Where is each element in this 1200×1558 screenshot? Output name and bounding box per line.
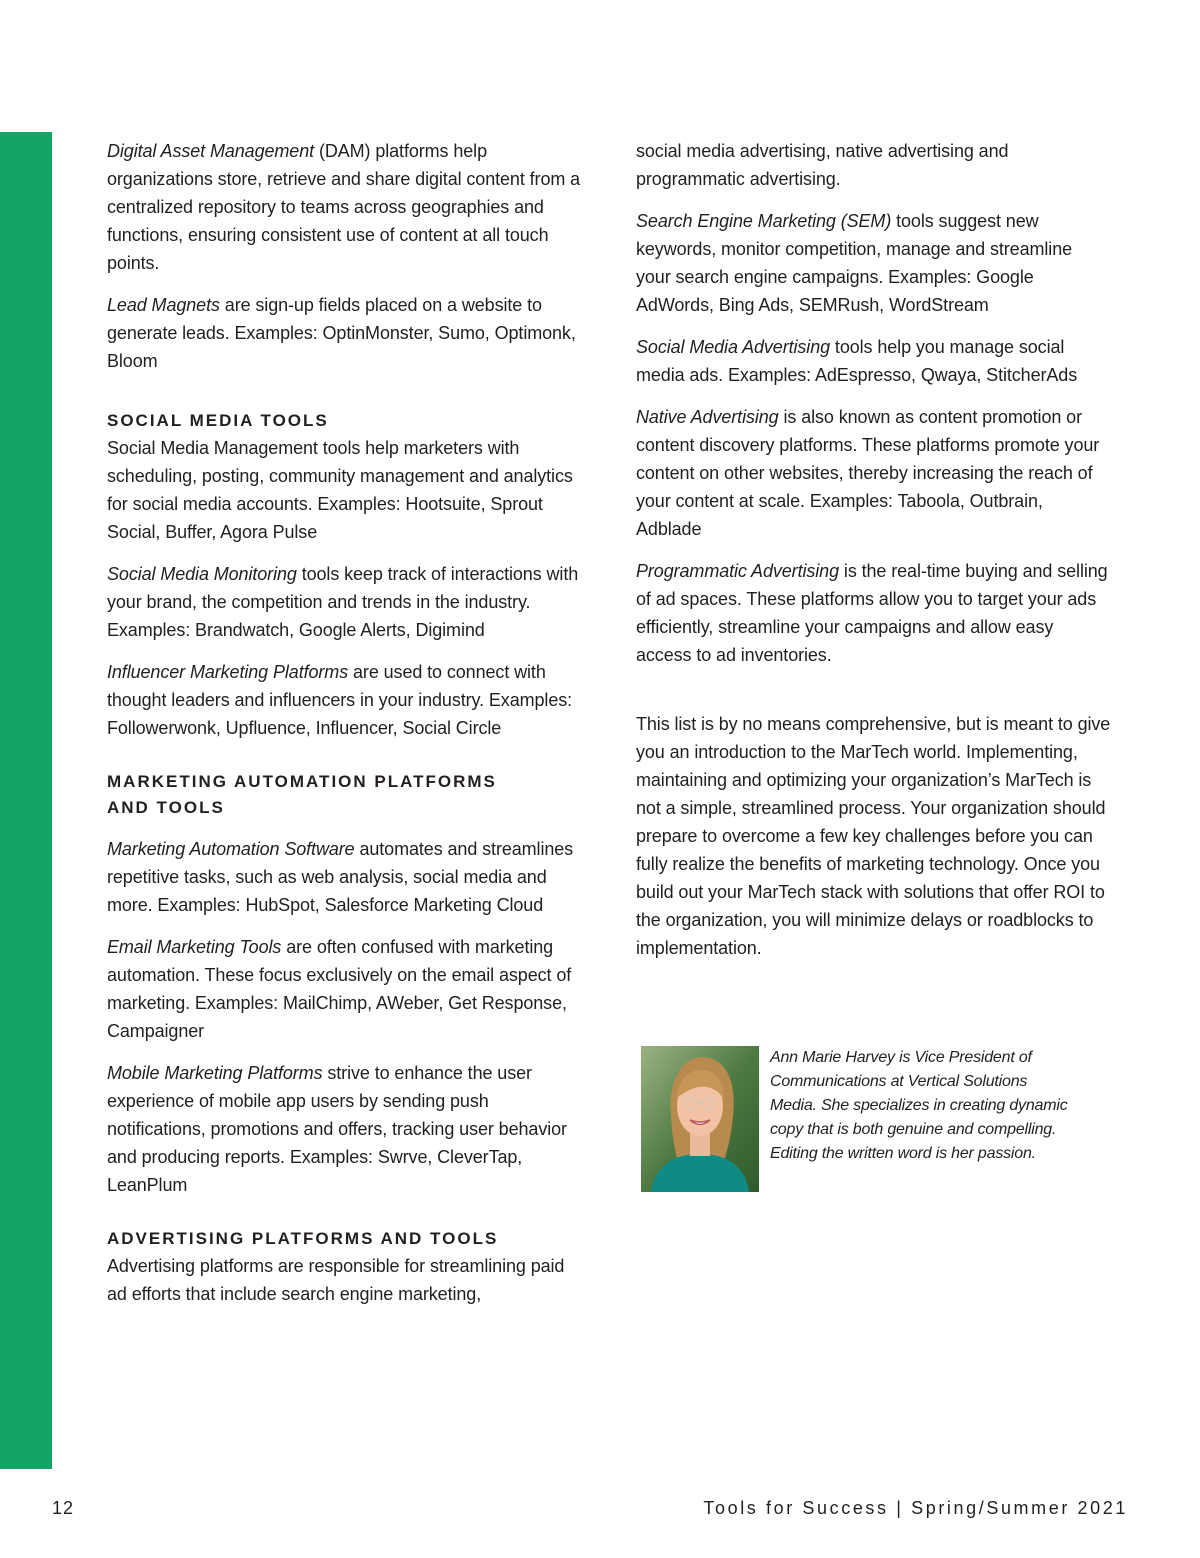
email-marketing-paragraph	[107, 933, 582, 1045]
social-advertising-text: tools help you manage social media ads. Examples: AdEspresso, Qwaya, StitcherAds	[636, 337, 1078, 385]
mobile-marketing-paragraph	[107, 1059, 582, 1199]
page-number: 12	[52, 1498, 75, 1518]
lead-magnets-paragraph	[107, 291, 582, 375]
running-footer: Tools for Success | Spring/Summer 2021	[703, 1498, 1128, 1518]
dam-paragraph	[107, 137, 582, 277]
social-media-tools-heading: SOCIAL MEDIA TOOLS	[107, 411, 329, 430]
social-advertising-term: Social Media Advertising	[636, 337, 831, 357]
advertising-intro-paragraph: Advertising platforms are responsible for streamlining paid ad efforts that include search engine marketing,	[107, 1256, 565, 1304]
marketing-automation-heading-line1: MARKETING AUTOMATION PLATFORMS	[107, 772, 497, 791]
lead-magnets-text: are sign-up fields placed on a website to generate leads. Examples: OptinMonster, Sumo, Optimonk, Bloom	[107, 295, 576, 371]
programmatic-advertising-paragraph	[636, 557, 1111, 669]
accent-sidebar-bar	[0, 132, 52, 1469]
social-monitoring-term: Social Media Monitoring	[107, 564, 297, 584]
influencer-text: are used to connect with thought leaders and influencers in your industry. Examples: Followerwonk, Upfluence, Influencer, Social Circle	[107, 662, 573, 738]
lead-magnets-term: Lead Magnets	[107, 295, 220, 315]
native-advertising-term: Native Advertising	[636, 407, 779, 427]
left-column	[107, 137, 582, 1308]
programmatic-advertising-term: Programmatic Advertising	[636, 561, 840, 581]
social-management-paragraph: Social Media Management tools help marketers with scheduling, posting, community management and analytics for social media accounts. Examples: Hootsuite, Sprout Social, Buffer, Agora Pulse	[107, 438, 573, 542]
native-advertising-text: is also known as content promotion or content discovery platforms. These platforms promote your content on other websites, thereby increasing the reach of your content at scale. Examples: Taboola, Outbrain, Adblade	[636, 407, 1100, 539]
influencer-term: Influencer Marketing Platforms	[107, 662, 349, 682]
automation-software-text: automates and streamlines repetitive tasks, such as web analysis, social media and more. Examples: HubSpot, Salesforce Marketing Cloud	[107, 839, 574, 915]
social-advertising-paragraph	[636, 333, 1111, 389]
influencer-paragraph	[107, 658, 582, 742]
mobile-marketing-text: strive to enhance the user experience of mobile app users by sending push notifications, promotions and offers, tracking user behavior and producing reports. Examples: Swrve, CleverTap, LeanPlum	[107, 1063, 567, 1195]
sem-text: tools suggest new keywords, monitor competition, manage and streamline your search engine campaigns. Examples: Google AdWords, Bing Ads, SEMRush, WordStream	[636, 211, 1073, 315]
automation-software-term: Marketing Automation Software	[107, 839, 355, 859]
closing-paragraph: This list is by no means comprehensive, but is meant to give you an introduction to the MarTech world. Implementing, maintaining and optimizing your organization’s MarTech is not a simple, streamlined process. Your organization should prepare to overcome a few key challenges before you can fully realize the benefits of marketing technology. Once you build out your MarTech stack with solutions that offer ROI to the organization, you will minimize delays or roadblocks to implementation.	[636, 714, 1111, 958]
native-advertising-paragraph	[636, 403, 1111, 543]
sem-paragraph	[636, 207, 1111, 319]
author-portrait-icon	[641, 1046, 759, 1192]
marketing-automation-heading	[107, 769, 582, 821]
author-bio-block	[641, 1046, 1121, 1196]
author-bio-text: Ann Marie Harvey is Vice President of Communications at Vertical Solutions Media. She specializes in creating dynamic copy that is both genuine and compelling. Editing the written word is her passion.	[770, 1049, 1068, 1162]
programmatic-advertising-text: is the real-time buying and selling of ad spaces. These platforms allow you to target your ads efficiently, streamline your campaigns and allow easy access to ad inventories.	[636, 561, 1108, 665]
advertising-platforms-heading: ADVERTISING PLATFORMS AND TOOLS	[107, 1229, 499, 1248]
advertising-continued-paragraph: social media advertising, native advertising and programmatic advertising.	[636, 141, 1009, 189]
email-marketing-text: are often confused with marketing automation. These focus exclusively on the email aspect of marketing. Examples: MailChimp, AWeber, Get Response, Campaigner	[107, 937, 572, 1041]
sem-term: Search Engine Marketing (SEM)	[636, 211, 892, 231]
social-monitoring-text: tools keep track of interactions with your brand, the competition and trends in the industry. Examples: Brandwatch, Google Alerts, Digimind	[107, 564, 579, 640]
mobile-marketing-term: Mobile Marketing Platforms	[107, 1063, 323, 1083]
right-column	[636, 137, 1111, 962]
marketing-automation-heading-line2: AND TOOLS	[107, 798, 225, 817]
dam-term: Digital Asset Management	[107, 141, 315, 161]
author-photo	[641, 1046, 759, 1192]
email-marketing-term: Email Marketing Tools	[107, 937, 282, 957]
social-monitoring-paragraph	[107, 560, 582, 644]
automation-software-paragraph	[107, 835, 582, 919]
dam-text: (DAM) platforms help organizations store, retrieve and share digital content from a centralized repository to teams across geographies and functions, ensuring consistent use of content at all touch points.	[107, 141, 581, 273]
